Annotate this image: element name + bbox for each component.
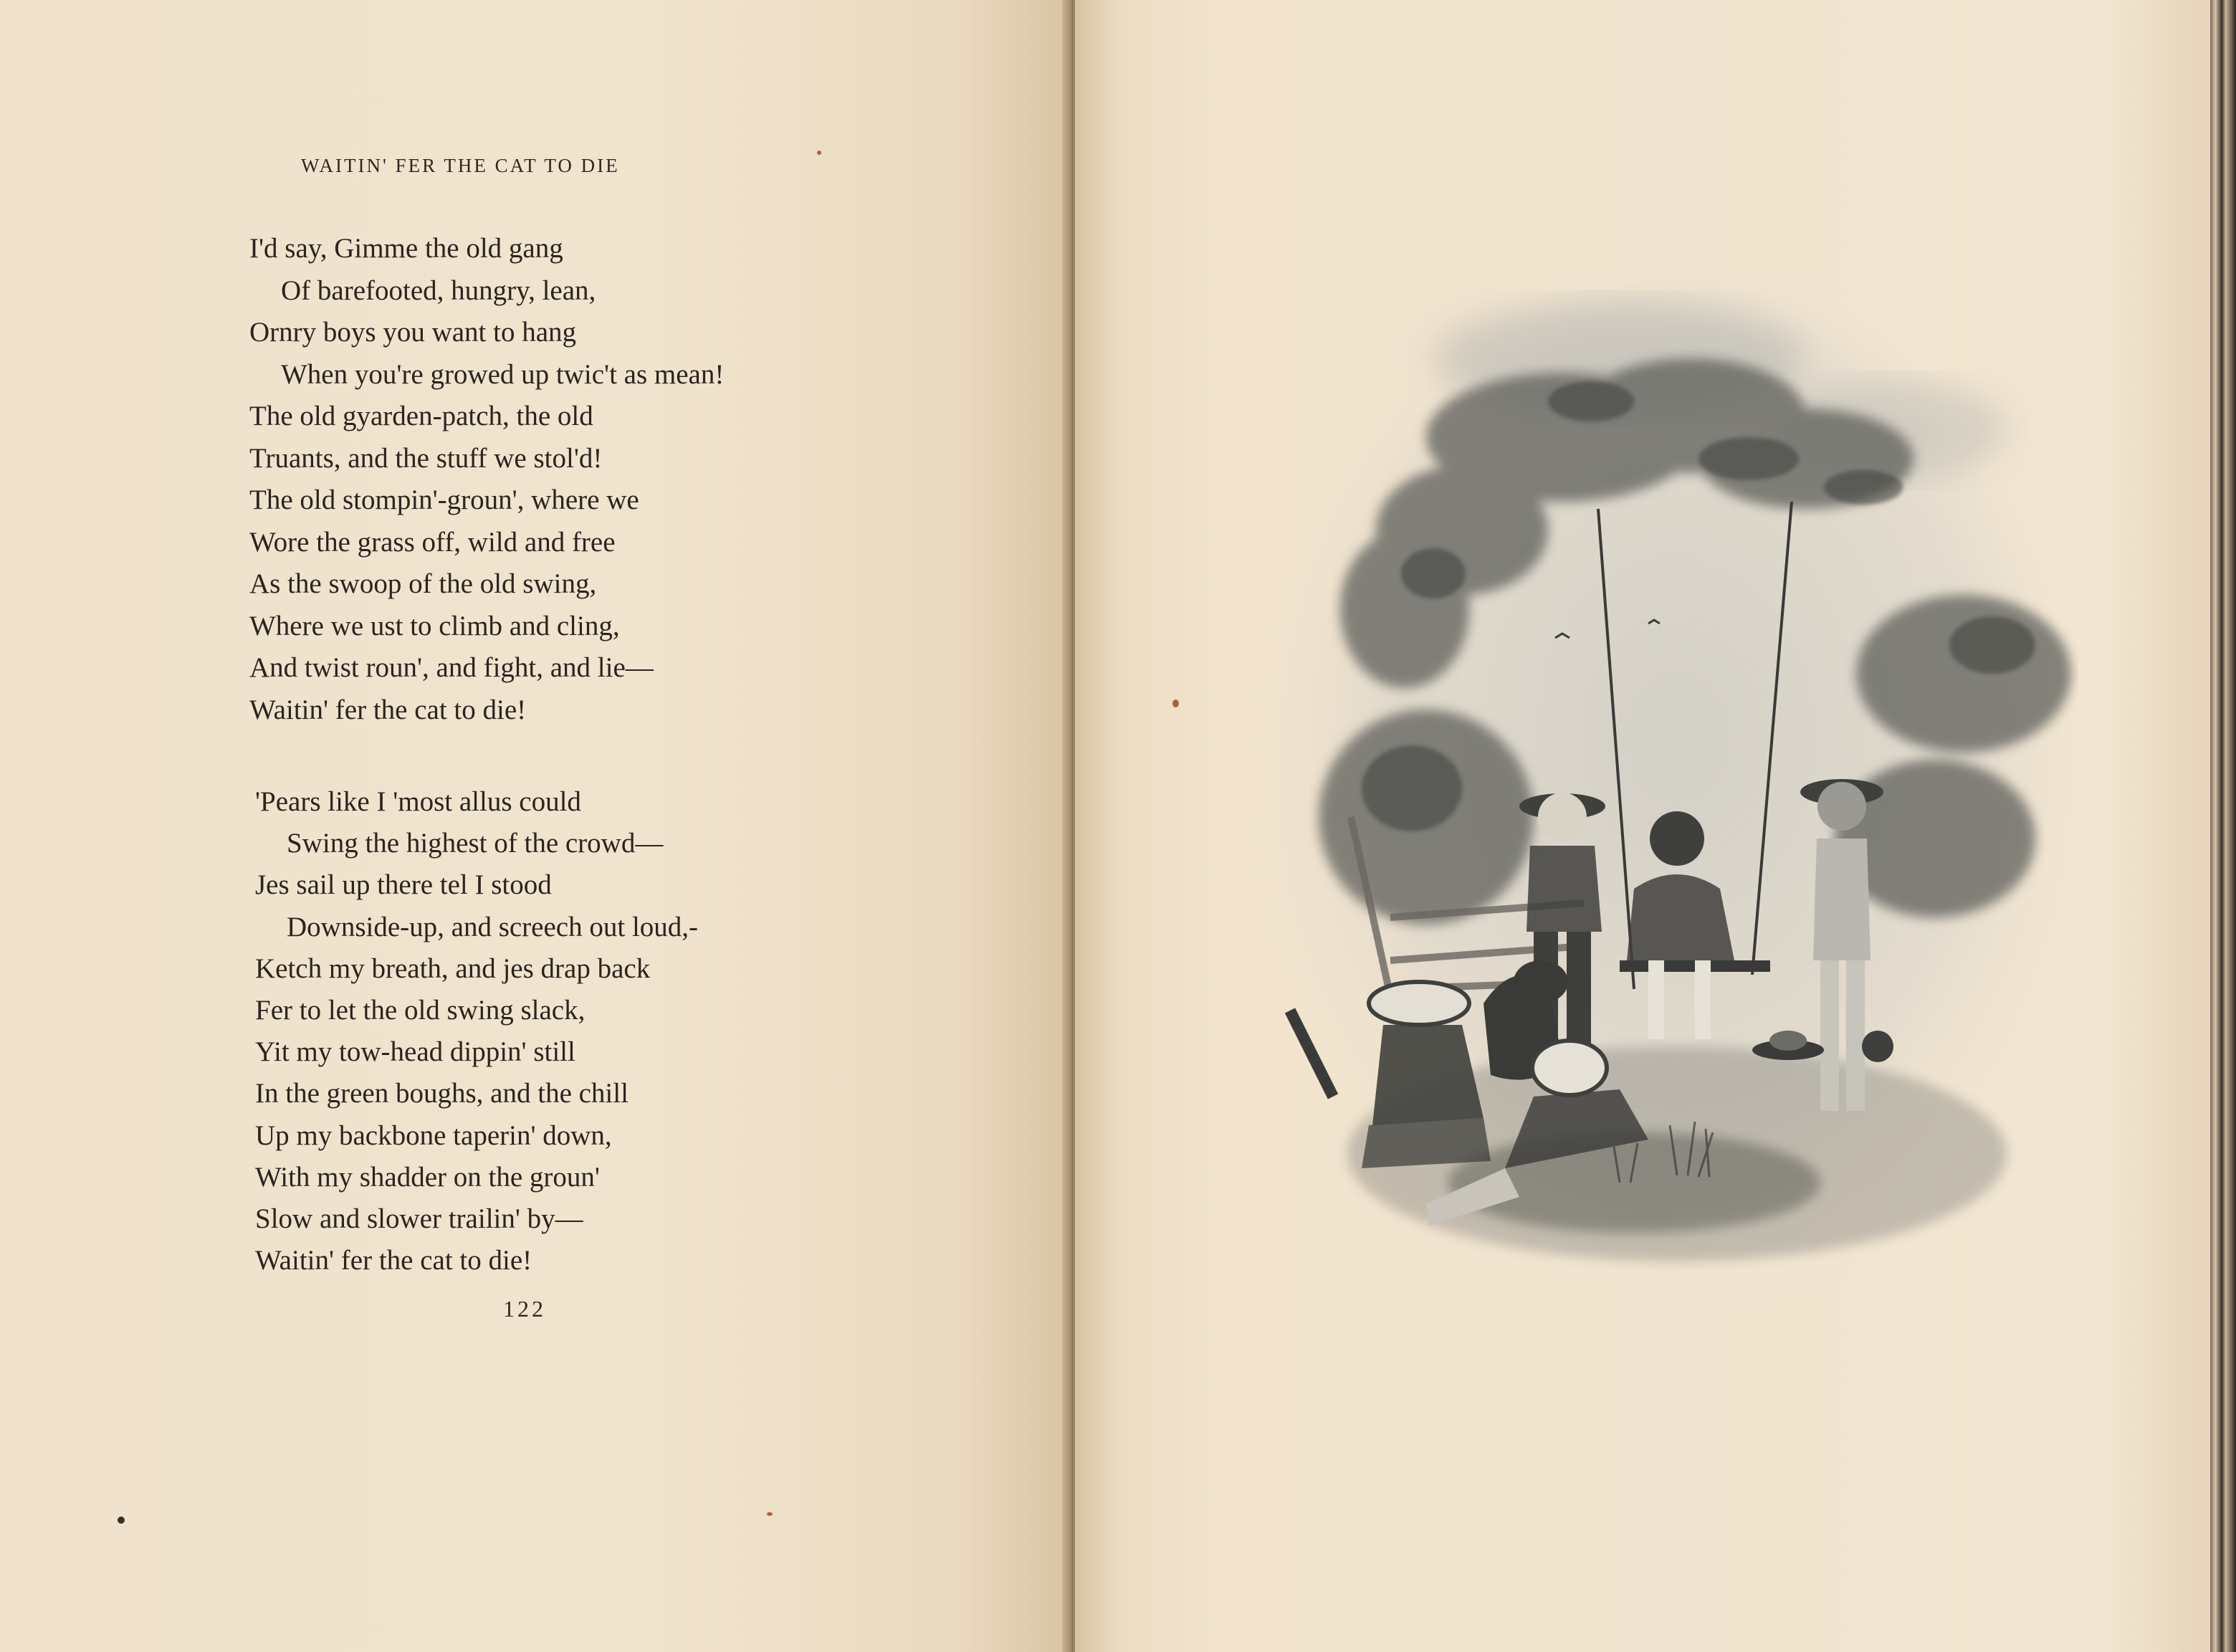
verse-line: I'd say, Gimme the old gang xyxy=(249,233,563,264)
verse-line: Of barefooted, hungry, lean, xyxy=(281,274,596,306)
verse-line: When you're growed up twic't as mean! xyxy=(281,358,725,390)
verse-line: The old stompin'-groun', where we xyxy=(249,484,639,515)
page-number: 122 xyxy=(503,1296,546,1322)
paper-speck xyxy=(817,151,821,155)
verse-line: 'Pears like I 'most allus could xyxy=(255,786,581,817)
verse-line: Slow and slower trailin' by— xyxy=(255,1203,583,1235)
paper-speck xyxy=(118,1517,125,1524)
paper-speck xyxy=(1172,700,1179,707)
verse-line: As the swoop of the old swing, xyxy=(249,568,597,599)
verse-line: Ornry boys you want to hang xyxy=(249,317,577,348)
paper-speck xyxy=(767,1512,773,1516)
verse-line: Fer to let the old swing slack, xyxy=(255,995,586,1026)
verse-line: Waitin' fer the cat to die! xyxy=(255,1245,532,1276)
running-head: WAITIN' FER THE CAT TO DIE xyxy=(301,155,620,176)
verse-line: Wore the grass off, wild and free xyxy=(249,526,616,558)
left-page xyxy=(0,0,1068,1652)
stanza-2 xyxy=(255,781,698,1281)
boys-at-swing-illustration-icon xyxy=(1247,272,2078,1355)
stanza-1 xyxy=(249,228,724,731)
verse-line: In the green boughs, and the chill xyxy=(255,1078,629,1109)
verse-line: Up my backbone taperin' down, xyxy=(255,1119,612,1151)
verse-line: Where we ust to climb and cling, xyxy=(249,610,620,641)
verse-line: Truants, and the stuff we stol'd! xyxy=(249,442,603,474)
verse-line: With my shadder on the groun' xyxy=(255,1161,600,1193)
verse-line: Yit my tow-head dippin' still xyxy=(255,1036,575,1068)
verse-line: And twist roun', and fight, and lie— xyxy=(249,652,654,683)
verse-line: Swing the highest of the crowd— xyxy=(287,828,664,859)
verse-line: The old gyarden-patch, the old xyxy=(249,401,593,431)
verse-line: Jes sail up there tel I stood xyxy=(255,869,552,901)
book-edge xyxy=(2210,0,2236,1652)
verse-line: Ketch my breath, and jes drap back xyxy=(255,952,651,984)
verse-line: Waitin' fer the cat to die! xyxy=(249,694,527,725)
verse-line: Downside-up, and screech out loud,- xyxy=(287,911,699,942)
